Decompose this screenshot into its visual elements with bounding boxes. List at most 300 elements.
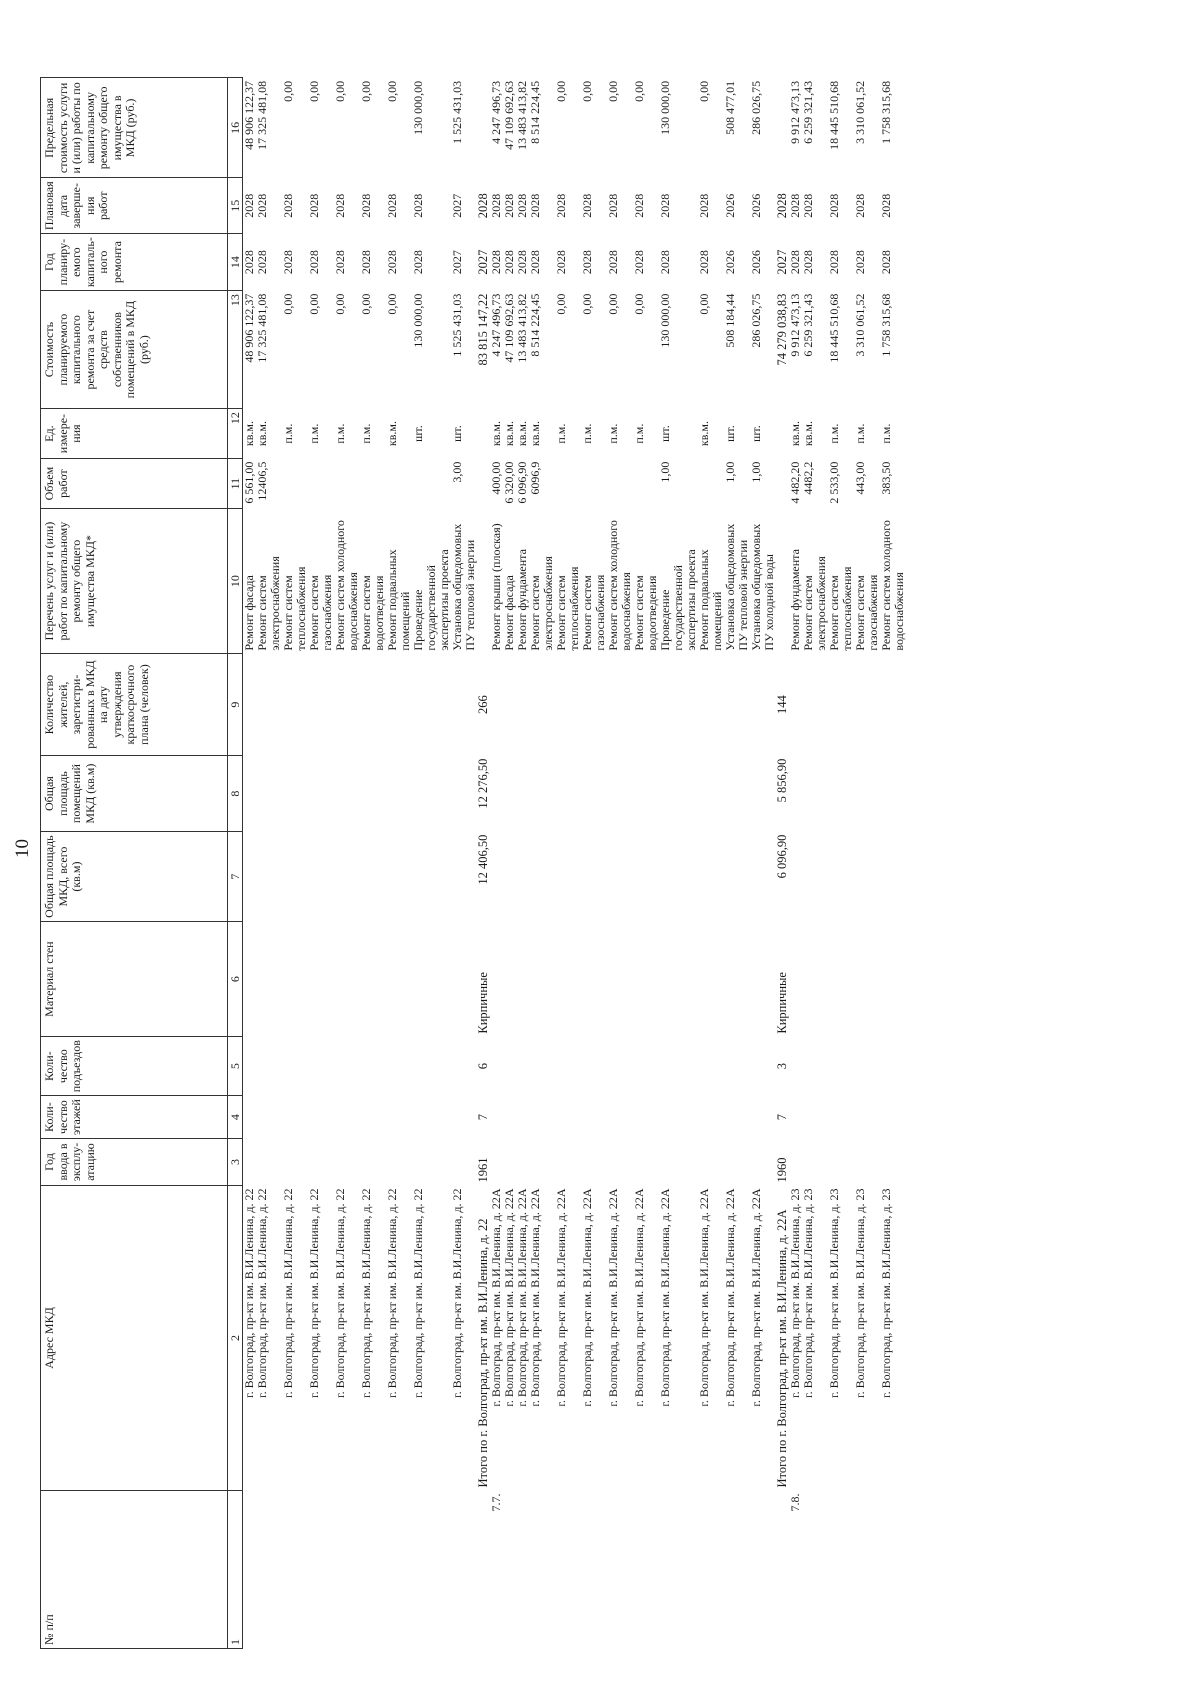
page-number: 10 xyxy=(12,839,33,858)
empty-cell xyxy=(503,1139,516,1186)
empty-cell xyxy=(724,922,750,1037)
col-header: № п/п xyxy=(41,1491,228,1649)
limit-cost: 47 109 692,63 xyxy=(502,80,516,150)
empty-cell xyxy=(607,832,633,922)
end-year: 2028 xyxy=(333,193,347,218)
col-number: 9 xyxy=(228,654,243,756)
empty-cell xyxy=(256,654,282,756)
address: г. Волгоград, пр-кт им. В.И.Ленина, д. 22А xyxy=(489,1188,503,1407)
empty-cell xyxy=(490,1037,503,1096)
repair-year: 2028 xyxy=(255,250,269,275)
repair-year: 2028 xyxy=(788,250,802,275)
end-year: 2028 xyxy=(632,193,646,218)
table-row xyxy=(581,78,607,1649)
limit-cost: 130 000,00 xyxy=(411,80,425,135)
work-volume xyxy=(698,459,724,509)
empty-cell xyxy=(529,654,555,756)
unit: п.м. xyxy=(632,423,646,444)
empty-cell xyxy=(256,756,282,832)
empty-cell xyxy=(386,1037,412,1096)
unit: шт. xyxy=(450,425,464,442)
work-name: Ремонт фундамента xyxy=(515,549,529,651)
empty-cell xyxy=(659,1096,698,1139)
empty-cell xyxy=(750,654,776,756)
empty-cell xyxy=(360,832,386,922)
limit-cost: 8 514 224,45 xyxy=(528,80,542,144)
col-number: 14 xyxy=(228,234,243,291)
address: г. Волгоград, пр-кт им. В.И.Ленина, д. 23 xyxy=(788,1188,802,1398)
empty-cell xyxy=(802,832,828,922)
empty-cell xyxy=(412,756,451,832)
empty-cell xyxy=(659,654,698,756)
empty-cell xyxy=(555,756,581,832)
limit-cost: 0,00 xyxy=(554,80,568,102)
work-name: Ремонт систем теплоснабжения xyxy=(827,566,854,651)
planned-cost: 47 109 692,63 xyxy=(502,293,516,363)
empty-cell xyxy=(880,832,906,922)
empty-cell xyxy=(581,1096,607,1139)
repair-year: 2028 xyxy=(333,250,347,275)
limit-cost: 18 445 510,68 xyxy=(827,80,841,150)
planned-cost: 0,00 xyxy=(554,293,568,315)
work-name: Ремонт подвальных помещений xyxy=(697,549,724,651)
repair-year: 2028 xyxy=(515,250,529,275)
empty-cell xyxy=(282,756,308,832)
end-year: 2028 xyxy=(827,193,841,218)
end-year: 2028 xyxy=(528,193,542,218)
empty-cell xyxy=(451,922,477,1037)
row-number xyxy=(659,1491,698,1649)
empty-cell xyxy=(308,832,334,922)
empty-cell xyxy=(529,832,555,922)
planned-cost: 286 026,75 xyxy=(749,293,763,348)
empty-cell xyxy=(555,1139,581,1186)
unit: п.м. xyxy=(281,423,295,444)
row-number xyxy=(776,1491,789,1649)
empty-cell xyxy=(529,1139,555,1186)
planned-cost: 6 259 321,43 xyxy=(801,293,815,357)
limit-cost: 1 758 315,68 xyxy=(879,80,893,144)
empty-cell xyxy=(412,832,451,922)
empty-cell xyxy=(633,654,659,756)
empty-cell xyxy=(802,1037,828,1096)
limit-cost: 0,00 xyxy=(281,80,295,102)
empty-cell xyxy=(607,1139,633,1186)
repair-year: 2028 xyxy=(502,250,516,275)
empty-cell xyxy=(659,756,698,832)
total-cost: 74 279 038,83 xyxy=(775,293,789,366)
col-number: 2 xyxy=(228,1186,243,1491)
unit: п.м. xyxy=(580,423,594,444)
empty-cell xyxy=(516,756,529,832)
work-name: Ремонт систем водоотведения xyxy=(359,575,386,651)
unit: кв.м. xyxy=(242,421,256,447)
empty-cell xyxy=(412,654,451,756)
col-header: Перечень услуг и (или) работ по капитальному ремонту общего имущества МКД* xyxy=(41,509,228,654)
end-year: 2028 xyxy=(515,193,529,218)
col-number: 16 xyxy=(228,78,243,178)
empty-cell xyxy=(386,1139,412,1186)
col-header: Стоимость планируемого капитального ремонта за счет средств собственников помещений в МКД (руб.) xyxy=(41,291,228,409)
empty-cell xyxy=(789,756,802,832)
planned-cost: 8 514 224,45 xyxy=(528,293,542,357)
empty-cell xyxy=(334,1096,360,1139)
limit-cost: 0,00 xyxy=(359,80,373,102)
address: г. Волгоград, пр-кт им. В.И.Ленина, д. 22 xyxy=(450,1188,464,1398)
empty-cell xyxy=(802,1139,828,1186)
empty-cell xyxy=(555,922,581,1037)
empty-cell xyxy=(581,1037,607,1096)
col-number: 11 xyxy=(228,459,243,509)
empty-cell xyxy=(503,756,516,832)
empty-cell xyxy=(243,756,257,832)
empty-cell xyxy=(308,1139,334,1186)
col-number: 3 xyxy=(228,1139,243,1186)
end-year: 2028 xyxy=(359,193,373,218)
empty-cell xyxy=(360,756,386,832)
wall-material: Кирпичные xyxy=(476,972,490,1034)
empty-cell xyxy=(698,1139,724,1186)
repair-year: 2028 xyxy=(359,250,373,275)
end-year: 2028 xyxy=(242,193,256,218)
empty-cell xyxy=(581,756,607,832)
limit-cost: 508 477,01 xyxy=(723,80,737,135)
planned-cost: 0,00 xyxy=(580,293,594,315)
work-name: Установка общедомовых ПУ тепловой энергии xyxy=(723,523,750,651)
work-volume: 6 096,90 xyxy=(515,461,529,504)
table-row xyxy=(607,78,633,1649)
empty-cell xyxy=(633,832,659,922)
end-year: 2028 xyxy=(697,193,711,218)
empty-cell xyxy=(490,1139,503,1186)
row-number xyxy=(243,1491,257,1649)
limit-cost: 48 906 122,37 xyxy=(242,80,256,150)
empty-cell xyxy=(698,1096,724,1139)
empty-cell xyxy=(880,654,906,756)
empty-cell xyxy=(802,654,828,756)
end-year: 2027 xyxy=(450,193,464,218)
address: г. Волгоград, пр-кт им. В.И.Ленина, д. 22А xyxy=(554,1188,568,1407)
work-name: Ремонт фасада xyxy=(242,575,256,651)
table-row xyxy=(256,78,282,1649)
address: г. Волгоград, пр-кт им. В.И.Ленина, д. 22А xyxy=(515,1188,529,1407)
empty-cell xyxy=(451,1037,477,1096)
planned-cost: 0,00 xyxy=(632,293,646,315)
empty-cell xyxy=(789,1037,802,1096)
build-year: 1961 xyxy=(476,1157,490,1183)
total-address: Итого по г. Волгоград, пр-кт им. В.И.Ленина, д. 22 xyxy=(476,1218,490,1488)
limit-cost: 130 000,00 xyxy=(658,80,672,135)
unit: кв.м. xyxy=(489,421,503,447)
empty-cell xyxy=(698,922,724,1037)
col-header: Ед. измере-ния xyxy=(41,409,228,459)
empty-cell xyxy=(334,756,360,832)
limit-cost: 0,00 xyxy=(580,80,594,102)
empty-cell xyxy=(412,922,451,1037)
unit: кв.м. xyxy=(255,421,269,447)
unit: кв.м. xyxy=(801,421,815,447)
empty-cell xyxy=(451,832,477,922)
empty-cell xyxy=(282,832,308,922)
empty-cell xyxy=(490,922,503,1037)
empty-cell xyxy=(633,922,659,1037)
table-row xyxy=(633,78,659,1649)
empty-cell xyxy=(529,1096,555,1139)
work-name: Ремонт фундамента xyxy=(788,549,802,651)
empty-cell xyxy=(555,654,581,756)
work-volume xyxy=(282,459,308,509)
empty-cell xyxy=(633,1037,659,1096)
empty-cell xyxy=(555,1037,581,1096)
empty-cell xyxy=(789,832,802,922)
empty-cell xyxy=(516,1139,529,1186)
repair-year: 2027 xyxy=(476,249,490,275)
empty-cell xyxy=(659,1037,698,1096)
repair-year: 2027 xyxy=(775,249,789,275)
empty-cell xyxy=(386,1096,412,1139)
end-year: 2028 xyxy=(801,193,815,218)
repair-year: 2028 xyxy=(801,250,815,275)
col-header: Предельная стоимость услуги и (или) работы по капитальному ремонту общего имущества в МКД (руб.) xyxy=(41,78,228,178)
end-year: 2028 xyxy=(502,193,516,218)
unit: шт. xyxy=(749,425,763,442)
row-number xyxy=(555,1491,581,1649)
empty-cell xyxy=(490,1096,503,1139)
repair-year: 2028 xyxy=(528,250,542,275)
work-volume: 12406,5 xyxy=(255,461,269,501)
floors: 7 xyxy=(476,1114,490,1121)
empty-cell xyxy=(334,922,360,1037)
limit-cost: 0,00 xyxy=(333,80,347,102)
table-row xyxy=(750,78,776,1649)
empty-cell xyxy=(360,1037,386,1096)
empty-cell xyxy=(503,1037,516,1096)
empty-cell xyxy=(659,922,698,1037)
work-name: Ремонт крыши (плоская) xyxy=(489,523,503,651)
end-year: 2028 xyxy=(476,193,490,219)
empty-cell xyxy=(789,1139,802,1186)
address: г. Волгоград, пр-кт им. В.И.Ленина, д. 22 xyxy=(333,1188,347,1398)
repair-year: 2028 xyxy=(853,250,867,275)
limit-cost: 0,00 xyxy=(385,80,399,102)
empty-cell xyxy=(880,1037,906,1096)
unit: кв.м. xyxy=(502,421,516,447)
col-header: Коли-чество подъездов xyxy=(41,1037,228,1096)
work-volume xyxy=(386,459,412,509)
work-volume: 4482,2 xyxy=(801,461,815,495)
work-volume xyxy=(360,459,386,509)
empty-cell xyxy=(633,1096,659,1139)
work-name: Ремонт систем газоснабжения xyxy=(307,574,334,651)
repair-year: 2028 xyxy=(697,250,711,275)
empty-cell xyxy=(412,1096,451,1139)
row-number xyxy=(360,1491,386,1649)
address: г. Волгоград, пр-кт им. В.И.Ленина, д. 23 xyxy=(853,1188,867,1398)
repair-year: 2028 xyxy=(411,250,425,275)
empty-cell xyxy=(243,832,257,922)
col-header: Адрес МКД xyxy=(41,1186,228,1491)
address: г. Волгоград, пр-кт им. В.И.Ленина, д. 22 xyxy=(242,1188,256,1398)
empty-cell xyxy=(750,756,776,832)
limit-cost: 4 247 496,73 xyxy=(489,80,503,144)
empty-cell xyxy=(555,832,581,922)
planned-cost: 0,00 xyxy=(697,293,711,315)
work-volume: 400,00 xyxy=(489,461,503,495)
planned-cost: 0,00 xyxy=(307,293,321,315)
empty-cell xyxy=(503,922,516,1037)
work-name: Ремонт фасада xyxy=(502,575,516,651)
empty-cell xyxy=(516,1096,529,1139)
table-row xyxy=(802,78,828,1649)
table-row xyxy=(412,78,451,1649)
limit-cost: 0,00 xyxy=(697,80,711,102)
row-number xyxy=(828,1491,854,1649)
row-number xyxy=(854,1491,880,1649)
col-header: Год планиру-емого капиталь-ного ремонта xyxy=(41,234,228,291)
end-year: 2028 xyxy=(775,193,789,219)
unit: п.м. xyxy=(359,423,373,444)
empty-cell xyxy=(724,832,750,922)
residents-count: 144 xyxy=(775,695,789,714)
empty-cell xyxy=(256,1139,282,1186)
col-number: 8 xyxy=(228,756,243,832)
empty-cell xyxy=(581,1139,607,1186)
empty-cell xyxy=(451,756,477,832)
limit-cost: 0,00 xyxy=(632,80,646,102)
col-number: 10 xyxy=(228,509,243,654)
empty-cell xyxy=(828,1139,854,1186)
col-header: Количество жителей, зарегистри-рованных в МКД на дату утверждения краткосрочного плана (человек) xyxy=(41,654,228,756)
col-number: 13 xyxy=(228,291,243,409)
unit: шт. xyxy=(658,425,672,442)
work-volume: 1,00 xyxy=(749,461,763,483)
entrances: 6 xyxy=(476,1063,490,1070)
work-volume xyxy=(581,459,607,509)
planned-cost: 130 000,00 xyxy=(411,293,425,348)
column-number-row xyxy=(228,78,243,1649)
empty-cell xyxy=(386,922,412,1037)
limit-cost: 6 259 321,43 xyxy=(801,80,815,144)
entrances: 3 xyxy=(775,1063,789,1070)
empty-cell xyxy=(308,756,334,832)
address: г. Волгоград, пр-кт им. В.И.Ленина, д. 23 xyxy=(879,1188,893,1398)
empty-cell xyxy=(243,1139,257,1186)
empty-cell xyxy=(334,1037,360,1096)
table-row xyxy=(724,78,750,1649)
col-header: Материал стен xyxy=(41,922,228,1037)
empty-cell xyxy=(308,1096,334,1139)
end-year: 2028 xyxy=(879,193,893,218)
empty-cell xyxy=(451,654,477,756)
premises-area: 5 856,90 xyxy=(775,758,789,803)
empty-cell xyxy=(854,832,880,922)
empty-cell xyxy=(503,1096,516,1139)
row-number xyxy=(503,1491,516,1649)
empty-cell xyxy=(789,654,802,756)
empty-cell xyxy=(724,654,750,756)
empty-cell xyxy=(724,756,750,832)
limit-cost: 1 525 431,03 xyxy=(450,80,464,144)
total-address: Итого по г. Волгоград, пр-кт им. В.И.Ленина, д. 22А xyxy=(775,1209,789,1488)
empty-cell xyxy=(854,922,880,1037)
work-volume: 1,00 xyxy=(658,461,672,483)
empty-cell xyxy=(360,1096,386,1139)
empty-cell xyxy=(698,1037,724,1096)
empty-cell xyxy=(607,922,633,1037)
work-volume: 443,00 xyxy=(853,461,867,495)
empty-cell xyxy=(243,1096,257,1139)
empty-cell xyxy=(854,756,880,832)
work-volume: 6 561,00 xyxy=(242,461,256,504)
unit: кв.м. xyxy=(697,421,711,447)
empty-cell xyxy=(828,832,854,922)
empty-cell xyxy=(854,1096,880,1139)
work-volume: 6096,9 xyxy=(528,461,542,495)
empty-cell xyxy=(698,756,724,832)
work-name: Ремонт систем газоснабжения xyxy=(853,574,880,651)
empty-cell xyxy=(828,1096,854,1139)
work-name: Ремонт систем газоснабжения xyxy=(580,574,607,651)
end-year: 2028 xyxy=(580,193,594,218)
row-number xyxy=(880,1491,906,1649)
work-volume: 3,00 xyxy=(450,461,464,483)
work-volume xyxy=(555,459,581,509)
empty-cell xyxy=(360,922,386,1037)
empty-cell xyxy=(789,922,802,1037)
col-header: Общая площадь помещений МКД (кв.м) xyxy=(41,756,228,832)
work-name: Ремонт систем электроснабжения xyxy=(801,556,828,651)
empty-cell xyxy=(282,1037,308,1096)
end-year: 2028 xyxy=(606,193,620,218)
total-cost: 83 815 147,22 xyxy=(476,293,490,366)
limit-cost: 0,00 xyxy=(606,80,620,102)
address: г. Волгоград, пр-кт им. В.И.Ленина, д. 22А xyxy=(697,1188,711,1407)
limit-cost: 3 310 061,52 xyxy=(853,80,867,144)
premises-area: 12 276,50 xyxy=(476,758,490,809)
row-number xyxy=(607,1491,633,1649)
empty-cell xyxy=(581,922,607,1037)
address: г. Волгоград, пр-кт им. В.И.Ленина, д. 22А xyxy=(580,1188,594,1407)
table-row xyxy=(386,78,412,1649)
empty-cell xyxy=(659,832,698,922)
row-number xyxy=(802,1491,828,1649)
work-volume xyxy=(334,459,360,509)
row-number xyxy=(477,1491,490,1649)
empty-cell xyxy=(607,1037,633,1096)
row-number xyxy=(581,1491,607,1649)
planned-cost: 3 310 061,52 xyxy=(853,293,867,357)
col-header: Плановая дата заверше-ния работ xyxy=(41,178,228,234)
repair-year: 2028 xyxy=(307,250,321,275)
empty-cell xyxy=(828,922,854,1037)
work-volume xyxy=(607,459,633,509)
unit: п.м. xyxy=(554,423,568,444)
end-year: 2028 xyxy=(307,193,321,218)
empty-cell xyxy=(451,1096,477,1139)
empty-cell xyxy=(334,1139,360,1186)
empty-cell xyxy=(516,922,529,1037)
limit-cost: 286 026,75 xyxy=(749,80,763,135)
header-row xyxy=(41,78,228,1649)
row-number: 7.8. xyxy=(788,1493,802,1512)
empty-cell xyxy=(880,1139,906,1186)
residents-count: 266 xyxy=(476,695,490,714)
table-row xyxy=(451,78,477,1649)
col-header: Общая площадь МКД, всего (кв.м) xyxy=(41,832,228,922)
end-year: 2028 xyxy=(853,193,867,218)
empty-cell xyxy=(802,922,828,1037)
empty-cell xyxy=(529,1037,555,1096)
